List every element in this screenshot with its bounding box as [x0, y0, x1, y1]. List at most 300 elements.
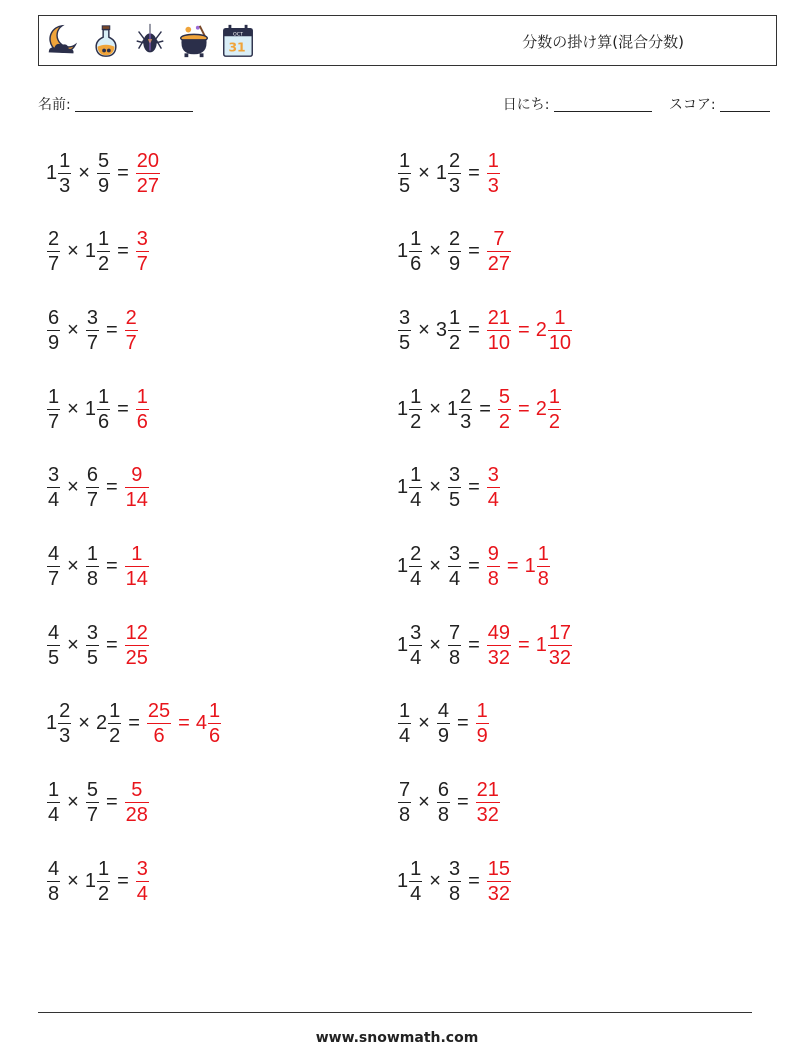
factor-a [397, 621, 423, 670]
answer [486, 149, 501, 198]
denominator: 32 [487, 646, 510, 669]
denominator: 3 [448, 174, 461, 197]
denominator: 5 [399, 174, 411, 197]
numerator: 4 [437, 700, 449, 723]
factor-b [96, 149, 111, 198]
name-label: 名前: [38, 97, 71, 113]
numerator: 1 [109, 700, 121, 723]
potion-bottle-icon [87, 21, 125, 61]
fraction [147, 699, 171, 748]
answer [475, 699, 490, 748]
factor-b [447, 542, 462, 591]
numerator: 49 [487, 621, 510, 644]
factor-b [447, 857, 462, 906]
factor-b [447, 385, 473, 434]
factor-a [397, 542, 423, 591]
fraction [208, 699, 221, 748]
answer [124, 306, 139, 355]
equals-sign: = [468, 476, 480, 499]
fraction [86, 463, 99, 512]
whole-number: 1 [397, 397, 409, 420]
fraction [398, 778, 411, 827]
fraction [437, 699, 450, 748]
numerator: 9 [131, 464, 143, 487]
fraction [398, 699, 411, 748]
denominator: 32 [487, 882, 510, 905]
fraction [459, 385, 472, 434]
whole-number: 1 [84, 869, 96, 892]
calendar-icon [219, 21, 257, 61]
fraction [398, 149, 411, 198]
score-label: スコア: [668, 97, 716, 113]
numerator: 21 [476, 779, 499, 802]
times-sign: × [67, 791, 79, 814]
answer-fraction [475, 699, 490, 748]
denominator: 7 [48, 410, 60, 433]
denominator: 28 [125, 804, 148, 827]
numerator: 1 [399, 700, 411, 723]
factor-a [397, 227, 423, 276]
problem-7 [46, 379, 150, 439]
fraction [409, 857, 422, 906]
fraction [47, 857, 60, 906]
denominator: 27 [487, 253, 510, 276]
problem-9 [46, 458, 150, 518]
fraction [136, 227, 149, 276]
fraction [97, 149, 110, 198]
header-icons [43, 21, 257, 61]
footer-url: www.snowmath.com [315, 1030, 479, 1046]
equals-sign: = [468, 161, 480, 184]
equals-sign: = [105, 318, 118, 341]
whole-number: 2 [95, 712, 108, 735]
fraction [448, 149, 461, 198]
numerator: 3 [86, 621, 98, 644]
numerator: 12 [125, 621, 148, 644]
denominator: 2 [448, 331, 461, 354]
problem-15 [46, 694, 222, 754]
factor-a [46, 699, 72, 748]
fraction [409, 621, 422, 670]
equals-sign: = [105, 555, 118, 577]
whole-number: 4 [195, 712, 207, 735]
denominator: 8 [448, 882, 461, 905]
factor-a [46, 227, 61, 276]
fraction [86, 621, 99, 670]
answer-fraction [536, 306, 573, 355]
whole-number: 1 [84, 397, 96, 420]
numerator: 1 [476, 700, 488, 723]
factor-b [447, 463, 462, 512]
factor-a [397, 463, 423, 512]
times-sign: × [67, 240, 79, 263]
answer [146, 699, 222, 748]
factor-a [397, 149, 412, 198]
header-box [38, 15, 777, 66]
answer [486, 227, 512, 276]
numerator: 1 [410, 228, 422, 251]
denominator: 4 [48, 489, 60, 512]
denominator: 25 [125, 646, 148, 669]
equals-sign: = [105, 633, 118, 656]
numerator: 3 [410, 621, 422, 644]
numerator: 1 [399, 149, 411, 172]
fraction [125, 778, 149, 827]
times-sign: × [429, 633, 441, 656]
numerator: 21 [487, 306, 510, 329]
denominator: 9 [476, 725, 488, 748]
answer [497, 385, 562, 434]
factor-a [46, 306, 61, 355]
numerator: 3 [448, 464, 461, 487]
denominator: 5 [48, 646, 60, 669]
numerator: 1 [410, 385, 422, 408]
numerator: 1 [86, 543, 98, 565]
factor-a [397, 857, 423, 906]
denominator: 27 [136, 174, 159, 197]
factor-a [46, 778, 61, 827]
answer-fraction [124, 778, 150, 827]
spider-icon [131, 21, 169, 61]
denominator: 14 [125, 489, 148, 512]
denominator: 9 [97, 174, 110, 197]
numerator: 2 [125, 306, 137, 329]
fraction [136, 149, 160, 198]
numerator: 2 [448, 228, 461, 251]
fraction [86, 306, 99, 355]
fraction [125, 463, 149, 512]
fraction [448, 857, 461, 906]
denominator: 3 [460, 410, 472, 433]
times-sign: × [67, 318, 79, 341]
times-sign: × [418, 791, 430, 814]
fraction [398, 306, 411, 355]
times-sign: × [67, 555, 79, 577]
whole-number: 1 [397, 240, 409, 263]
equals-sign: = [518, 397, 530, 420]
fraction [58, 149, 71, 198]
times-sign: × [418, 712, 430, 735]
fraction [437, 778, 450, 827]
problem-1 [46, 143, 161, 203]
numerator: 1 [97, 857, 110, 880]
equals-sign: = [178, 712, 190, 735]
numerator: 1 [97, 228, 110, 251]
denominator: 8 [537, 568, 549, 590]
numerator: 1 [410, 857, 422, 880]
numerator: 1 [208, 700, 221, 723]
denominator: 2 [109, 725, 121, 748]
times-sign: × [78, 712, 90, 735]
numerator: 1 [554, 306, 566, 329]
whole-number: 1 [397, 869, 409, 892]
numerator: 7 [493, 228, 505, 251]
denominator: 9 [448, 253, 461, 276]
fraction [125, 306, 138, 355]
factor-b [85, 857, 111, 906]
denominator: 4 [410, 489, 422, 512]
whole-number: 1 [435, 161, 447, 184]
answer-fraction [135, 385, 150, 434]
factor-a [46, 463, 61, 512]
times-sign: × [418, 318, 430, 341]
answer [135, 385, 150, 434]
numerator: 1 [537, 543, 549, 565]
numerator: 1 [97, 385, 110, 408]
whole-number: 1 [535, 633, 547, 656]
fraction [47, 778, 60, 827]
answer [124, 463, 150, 512]
fraction [97, 385, 110, 434]
answer-fraction [124, 306, 139, 355]
factor-a [397, 385, 423, 434]
numerator: 1 [548, 385, 560, 408]
denominator: 4 [410, 882, 422, 905]
denominator: 6 [410, 253, 422, 276]
denominator: 4 [487, 489, 499, 512]
fraction [47, 385, 60, 434]
equals-sign: = [117, 161, 129, 184]
equals-sign: = [105, 476, 118, 499]
denominator: 9 [437, 725, 449, 748]
fraction [487, 306, 511, 355]
numerator: 2 [59, 700, 71, 723]
equals-sign: = [456, 791, 469, 814]
denominator: 7 [48, 253, 60, 276]
answer [135, 149, 161, 198]
fraction [487, 149, 500, 198]
problem-4 [397, 222, 512, 282]
numerator: 3 [136, 857, 148, 880]
fraction [136, 385, 149, 434]
times-sign: × [429, 555, 441, 577]
numerator: 17 [548, 621, 572, 644]
answer [135, 857, 150, 906]
numerator: 3 [136, 228, 148, 251]
times-sign: × [429, 869, 441, 892]
denominator: 4 [399, 725, 411, 748]
equals-sign: = [117, 240, 129, 263]
numerator: 5 [131, 779, 143, 802]
numerator: 6 [48, 306, 60, 329]
numerator: 1 [131, 543, 143, 565]
answer-fraction [135, 857, 150, 906]
times-sign: × [429, 240, 441, 263]
equals-sign: = [468, 869, 480, 892]
calendar-day: 31 [228, 40, 246, 55]
numerator: 5 [97, 149, 110, 172]
numerator: 1 [487, 149, 499, 172]
times-sign: × [67, 397, 79, 420]
numerator: 3 [399, 306, 411, 329]
denominator: 4 [410, 646, 422, 669]
answer-fraction [486, 227, 512, 276]
fraction [409, 542, 422, 591]
equals-sign: = [468, 318, 480, 341]
whole-number: 2 [535, 397, 547, 420]
numerator: 1 [448, 306, 461, 329]
numerator: 7 [448, 621, 461, 644]
footer-divider [38, 1012, 752, 1013]
problem-18 [397, 773, 501, 833]
factor-b [85, 306, 100, 355]
fraction [86, 778, 99, 827]
whole-number: 3 [435, 318, 447, 341]
answer-fraction [135, 227, 150, 276]
numerator: 3 [86, 306, 98, 329]
moon-cloud-icon [43, 21, 81, 61]
answer-fraction [196, 699, 222, 748]
answer [486, 542, 551, 591]
numerator: 20 [136, 149, 159, 172]
fraction [476, 699, 489, 748]
factor-a [46, 542, 61, 591]
factor-a [46, 621, 61, 670]
answer [135, 227, 150, 276]
numerator: 2 [48, 228, 60, 251]
date-score-fields [503, 94, 770, 114]
numerator: 25 [147, 700, 171, 723]
fraction [47, 542, 60, 591]
denominator: 7 [136, 253, 148, 276]
fraction [487, 621, 511, 670]
answer-fraction [497, 385, 512, 434]
fraction [97, 227, 110, 276]
answer [124, 621, 150, 670]
answer [486, 857, 512, 906]
fraction [448, 463, 461, 512]
factor-a [46, 149, 72, 198]
answer [486, 621, 573, 670]
date-blank[interactable] [554, 97, 652, 112]
denominator: 7 [86, 331, 98, 354]
calendar-month: OCT [233, 32, 243, 38]
fraction [487, 542, 500, 591]
numerator: 6 [437, 779, 449, 802]
factor-a [46, 385, 61, 434]
numerator: 3 [48, 464, 60, 487]
answer-fraction [486, 857, 512, 906]
fraction [58, 699, 71, 748]
fraction [537, 542, 550, 591]
whole-number: 1 [397, 555, 409, 577]
fraction [47, 621, 60, 670]
whole-number: 1 [84, 240, 96, 263]
answer [124, 778, 150, 827]
equals-sign: = [518, 318, 530, 341]
equals-sign: = [468, 633, 480, 656]
denominator: 3 [59, 174, 71, 197]
answer-fraction [486, 542, 501, 591]
numerator: 6 [86, 464, 98, 487]
denominator: 10 [548, 331, 572, 354]
times-sign: × [67, 633, 79, 656]
fraction [125, 621, 149, 670]
fraction [487, 227, 511, 276]
fraction [97, 857, 110, 906]
answer-fraction [536, 385, 562, 434]
denominator: 2 [97, 882, 110, 905]
problem-3 [46, 222, 150, 282]
problem-10 [397, 458, 501, 518]
denominator: 8 [487, 568, 499, 590]
numerator: 1 [48, 779, 60, 802]
answer-fraction [124, 463, 150, 512]
numerator: 4 [48, 857, 60, 880]
fraction [409, 463, 422, 512]
answer-fraction [475, 778, 501, 827]
numerator: 7 [399, 779, 411, 802]
answer-fraction [486, 149, 501, 198]
denominator: 3 [487, 174, 499, 197]
equals-sign: = [506, 555, 519, 577]
numerator: 1 [410, 464, 422, 487]
denominator: 4 [448, 568, 461, 590]
answer-fraction [135, 149, 161, 198]
factor-b [85, 463, 100, 512]
fraction [548, 306, 572, 355]
denominator: 8 [399, 804, 411, 827]
answer [124, 542, 150, 591]
factor-a [397, 306, 412, 355]
denominator: 6 [136, 410, 148, 433]
fraction [548, 385, 561, 434]
factor-b [85, 621, 100, 670]
score-blank[interactable] [720, 97, 770, 112]
problem-19 [46, 851, 150, 911]
numerator: 15 [487, 857, 510, 880]
factor-a [397, 699, 412, 748]
problem-2 [397, 143, 501, 203]
equals-sign: = [518, 633, 530, 656]
factor-b [447, 621, 462, 670]
numerator: 5 [498, 385, 510, 408]
denominator: 10 [487, 331, 510, 354]
times-sign: × [67, 869, 79, 892]
problem-11 [46, 537, 150, 597]
numerator: 1 [59, 149, 71, 172]
fraction [108, 699, 121, 748]
problem-16 [397, 694, 490, 754]
whole-number: 1 [446, 397, 459, 420]
problem-20 [397, 851, 512, 911]
denominator: 2 [410, 410, 422, 433]
equals-sign: = [105, 791, 118, 814]
answer-fraction [146, 699, 172, 748]
fraction [448, 227, 461, 276]
denominator: 2 [97, 253, 110, 276]
numerator: 2 [448, 149, 461, 172]
whole-number: 1 [397, 476, 409, 499]
fraction [86, 542, 99, 591]
answer-fraction [486, 621, 512, 670]
whole-number: 1 [524, 555, 536, 577]
denominator: 5 [448, 489, 461, 512]
equals-sign: = [479, 397, 491, 420]
denominator: 6 [97, 410, 110, 433]
answer-fraction [536, 621, 573, 670]
name-blank[interactable] [75, 97, 193, 112]
denominator: 4 [48, 804, 60, 827]
denominator: 8 [437, 804, 449, 827]
date-label: 日にち: [502, 97, 550, 113]
factor-b [436, 149, 462, 198]
numerator: 3 [448, 857, 461, 880]
denominator: 7 [48, 568, 60, 590]
denominator: 2 [498, 410, 510, 433]
equals-sign: = [468, 240, 480, 263]
denominator: 7 [86, 804, 98, 827]
